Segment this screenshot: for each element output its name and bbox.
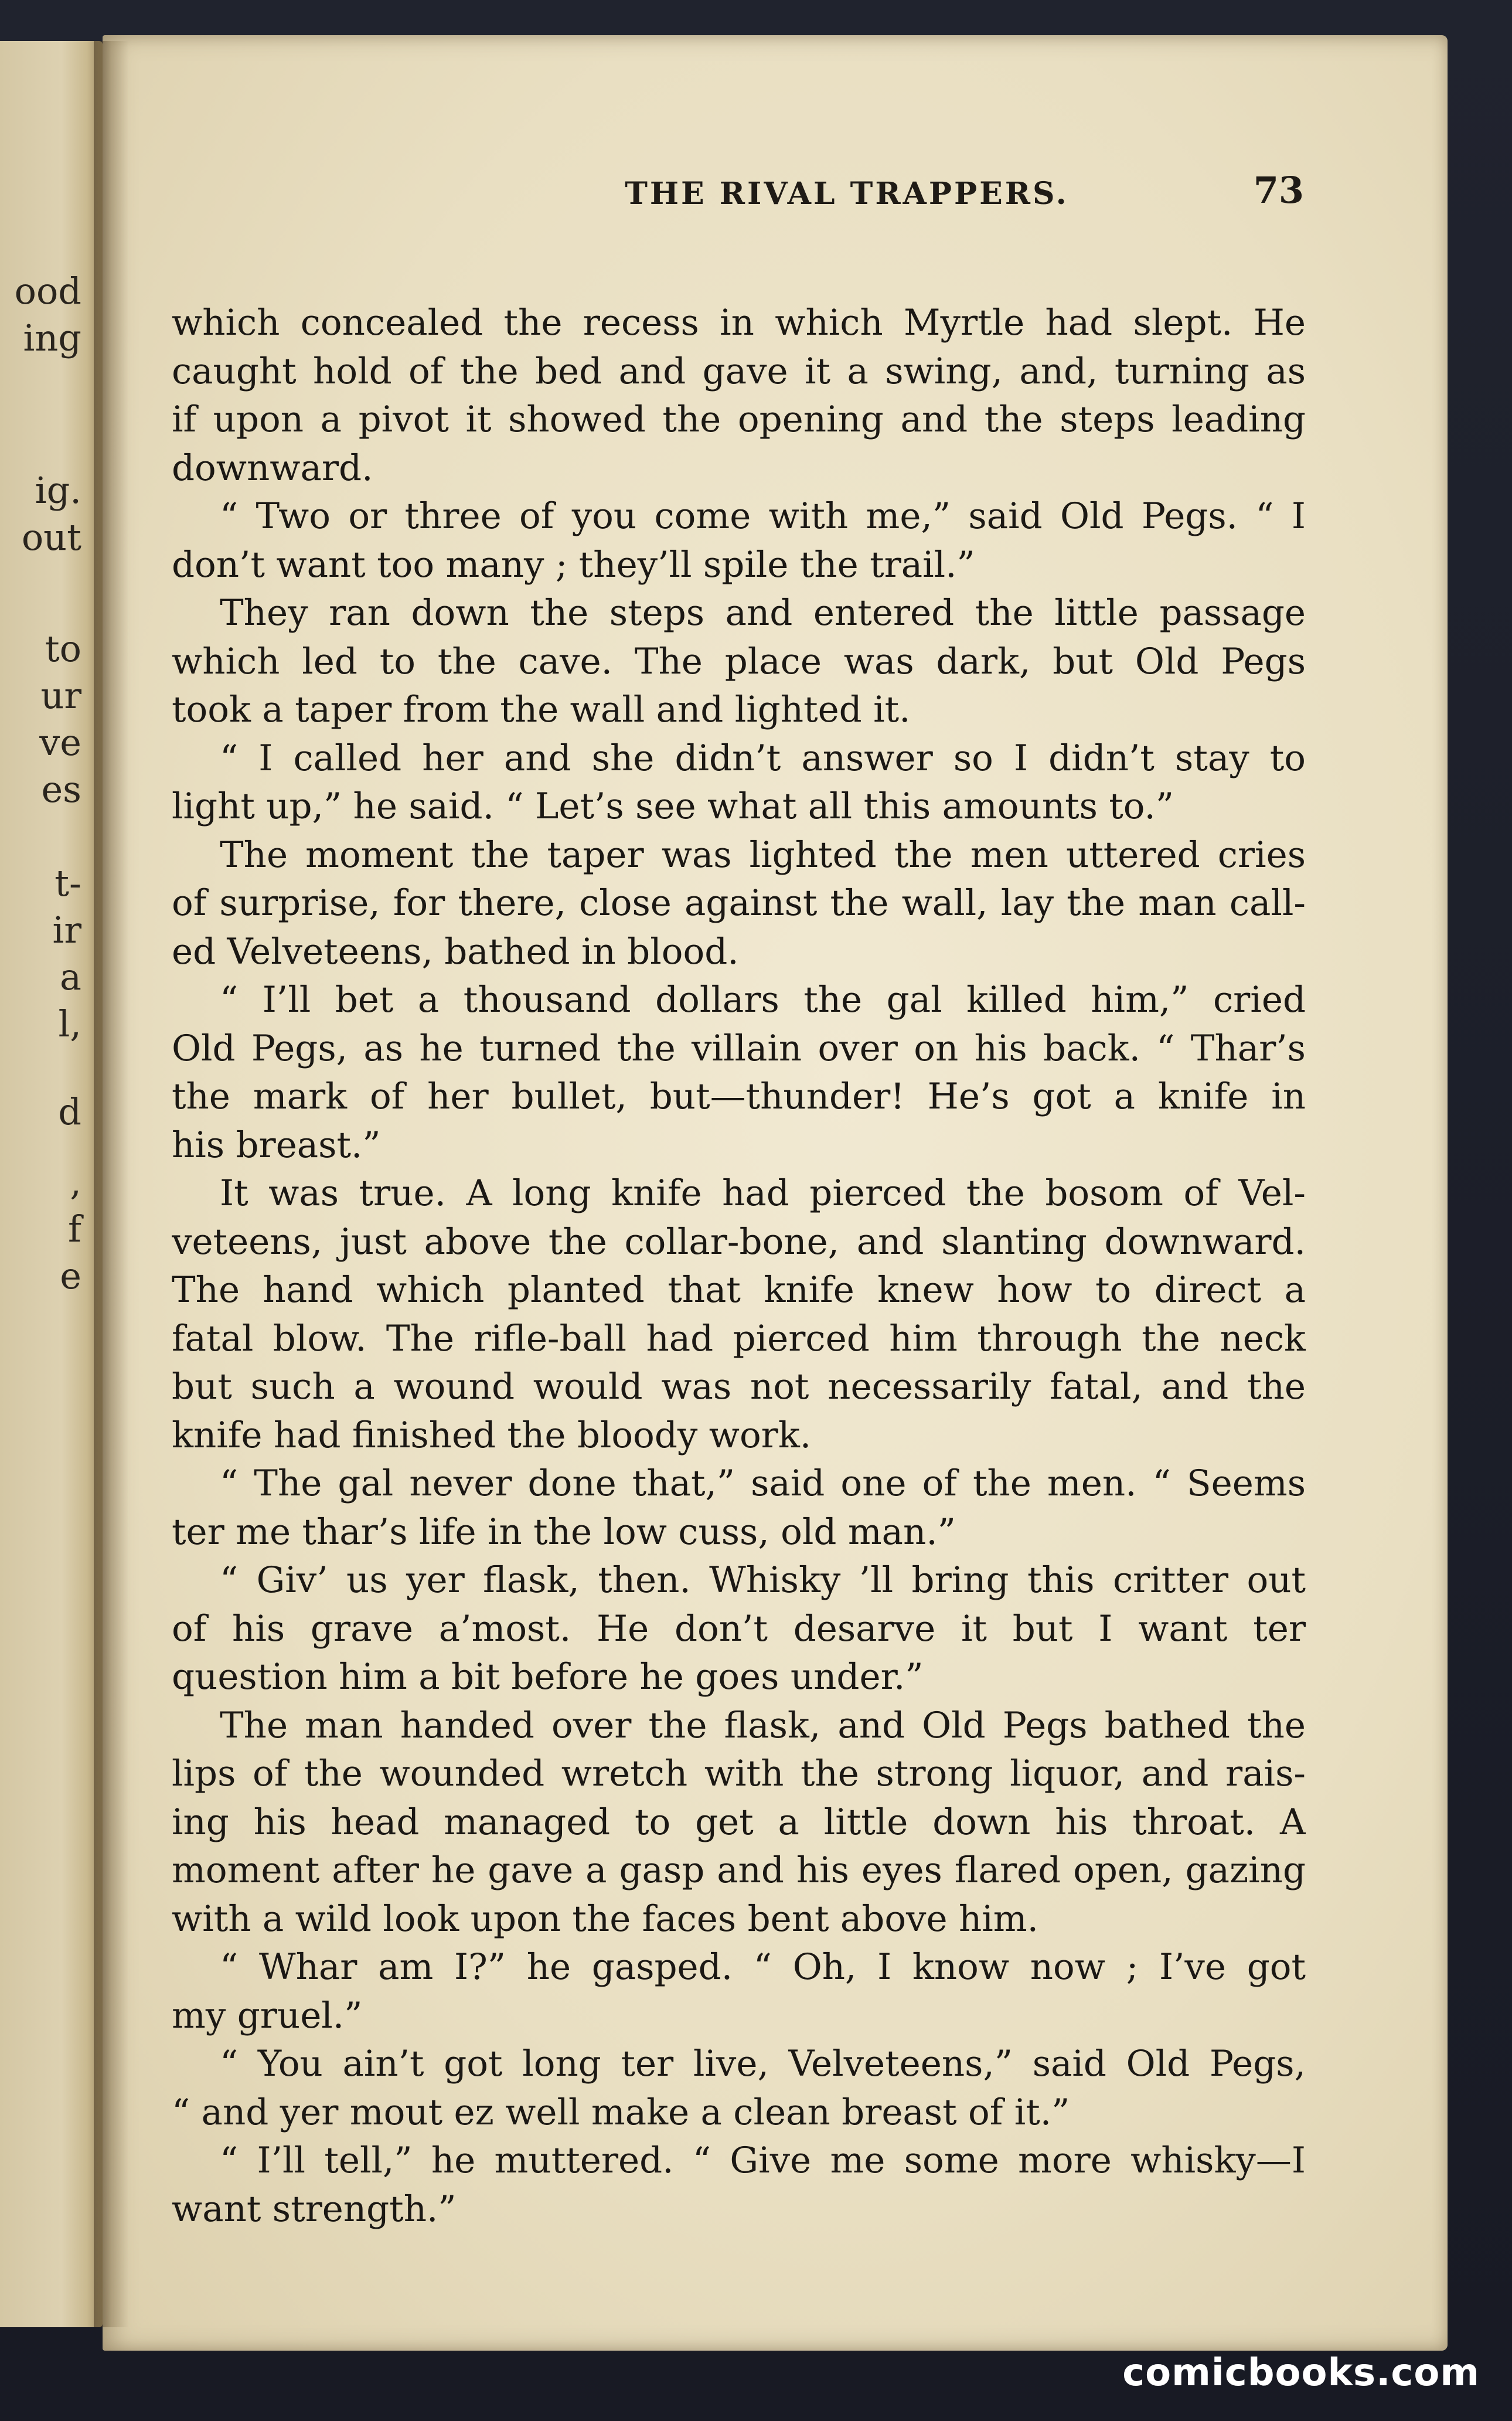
left-page-fragment: ir [52,909,81,951]
text-line: “ I’ll bet a thousand dollars the gal killed him,” cried [220,979,1306,1021]
text-line: downward. [172,447,373,489]
text-line: The hand which planted that knife knew how to direct a [172,1269,1306,1311]
text-line: “ I’ll tell,” he muttered. “ Give me some more whisky—I [220,2140,1306,2181]
left-page-fragment: l, [58,1002,81,1045]
text-line: which concealed the recess in which Myrtle had slept. He [172,302,1306,344]
text-line: my gruel.” [172,1994,363,2036]
left-page-fragment: ood [14,270,81,312]
text-line: “ Whar am I?” he gasped. “ Oh, I know now ; I’ve got [220,1946,1306,1988]
text-line: want strength.” [172,2188,457,2230]
text-line: ed Velveteens, bathed in blood. [172,930,739,973]
text-line: but such a wound would was not necessarily fatal, and the [172,1366,1306,1407]
left-page-fragment: es [41,768,81,811]
text-line: which led to the cave. The place was dark, but Old Pegs [172,640,1306,682]
text-line: It was true. A long knife had pierced the bosom of Vel- [220,1172,1306,1214]
left-page-fragment: to [45,627,81,670]
running-head: THE RIVAL TRAPPERS. [625,176,1069,212]
text-line: took a taper from the wall and lighted it. [172,689,911,730]
book-page [103,35,1448,2351]
left-page-fragment: out [21,516,81,559]
left-facing-page-edge [0,41,103,2327]
left-page-fragment: e [60,1254,81,1297]
left-page-fragment: ig. [35,469,81,512]
text-line: “ You ain’t got long ter live, Velveteens,” said Old Pegs, [220,2043,1306,2085]
page-number: 73 [1253,169,1304,212]
text-line: his breast.” [172,1124,381,1166]
body-text [172,299,1306,2233]
text-line: The man handed over the flask, and Old Pegs bathed the [220,1704,1306,1746]
text-line: “ Giv’ us yer flask, then. Whisky ’ll bring this critter out [220,1559,1306,1601]
text-line: caught hold of the bed and gave it a swing, and, turning as [172,350,1306,392]
left-page-fragment: ing [23,317,81,359]
left-page-fragment: d [58,1090,81,1133]
left-page-fragment: f [68,1208,81,1250]
text-line: of his grave a’most. He don’t desarve it but I want ter [172,1607,1306,1650]
text-line: the mark of her bullet, but—thunder! He’s got a knife in [172,1076,1306,1117]
text-line: don’t want too many ; they’ll spile the trail.” [172,543,975,586]
text-line: Old Pegs, as he turned the villain over on his back. “ Thar’s [172,1027,1306,1069]
text-line: if upon a pivot it showed the opening and the steps leading [172,399,1306,440]
text-line: fatal blow. The rifle-ball had pierced him through the neck [172,1317,1306,1359]
text-line: “ The gal never done that,” said one of the men. “ Seems [220,1463,1306,1504]
text-line: question him a bit before he goes under.” [172,1656,924,1698]
left-page-fragment: t- [55,862,81,905]
text-line: They ran down the steps and entered the little passage [220,592,1306,634]
watermark-logo: comicbooks.com [1122,2351,1480,2395]
page-gutter-shadow [94,41,129,2327]
text-line: lips of the wounded wretch with the strong liquor, and rais- [172,1753,1306,1794]
left-page-fragment: , [70,1161,81,1203]
text-line: “ Two or three of you come with me,” said Old Pegs. “ I [220,495,1306,537]
left-page-fragment: a [60,956,81,998]
text-line: moment after he gave a gasp and his eyes flared open, gazing [172,1849,1306,1891]
text-line: The moment the taper was lighted the men uttered cries [220,834,1306,876]
text-line: with a wild look upon the faces bent above him. [172,1898,1039,1940]
text-line: of surprise, for there, close against the wall, lay the man call- [172,882,1306,924]
left-page-fragment: ur [40,674,81,717]
left-page-fragment: ve [39,721,81,764]
text-line: ter me thar’s life in the low cuss, old man.” [172,1511,956,1553]
text-line: knife had finished the bloody work. [172,1414,812,1456]
text-line: “ I called her and she didn’t answer so I didn’t stay to [220,737,1306,779]
text-line: light up,” he said. “ Let’s see what all this amounts to.” [172,786,1174,827]
text-line: ing his head managed to get a little down his throat. A [172,1801,1306,1843]
text-line: “ and yer mout ez well make a clean breast of it.” [172,2091,1070,2133]
text-line: veteens, just above the collar-bone, and slanting downward. [172,1220,1306,1263]
